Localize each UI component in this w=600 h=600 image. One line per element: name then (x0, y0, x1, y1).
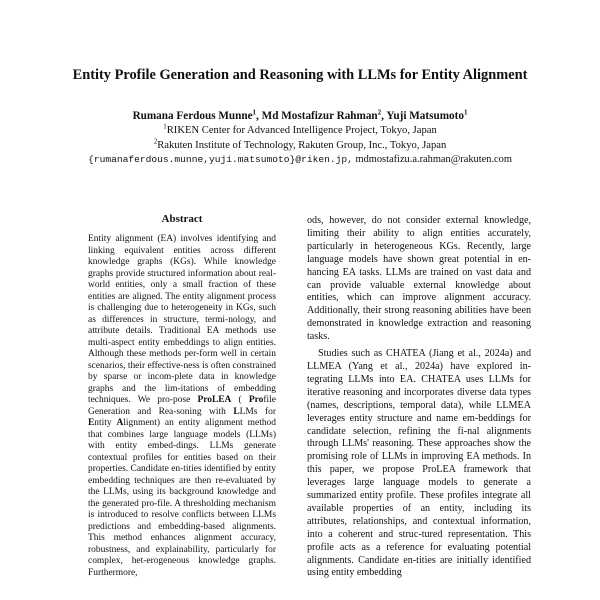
author-name: Rumana Ferdous Munne (132, 110, 253, 122)
acronym-letter: L (233, 406, 240, 417)
author-name: Md Mostafizur Rahman (261, 110, 378, 122)
body-paragraph: ods, however, do not consider external knowledge, limiting their ability to align entities accurately, particularly in heterogeneous KGs. Recently, large language models have shown great potential in en-hancing EA tasks. LLMs are trained on vast data and can provide valuable external knowledge about entities, which can improve alignment accuracy. Additionally, their strong reasoning abilities have been demonstrated in knowledge extraction and reasoning tasks. (307, 215, 531, 343)
author-list (0, 109, 600, 123)
author-separator: , (381, 110, 387, 122)
acronym-letter: A (116, 418, 124, 428)
author-affiliation-mark: 1 (463, 108, 468, 117)
paper-title: Entity Profile Generation and Reasoning with LLMs for Entity Alignment (72, 67, 528, 83)
author-affiliation-mark: 1 (252, 108, 257, 117)
abstract-text: lignment) an entity alignment method that combines large language models (LLMs) with entity embed-dings. LLMs generate contextual profiles for entities based on their properties. Candidate en-tities identified by entity embedding techniques are then re-evaluated by the LLMs, using its background knowledge and the generated pro-file. A thresholding mechanism is introduced to resolve conflicts between LLMs predictions and embedding-based alignments. This method enhances alignment accuracy, robustness, and explainability, particularly for complex, het-erogeneous knowledge graphs. Furthermore, (88, 418, 276, 578)
author-emails (0, 153, 600, 167)
abstract-text: ntity (94, 418, 117, 428)
email-rakuten: mdmostafizu.a.rahman@rakuten.com (352, 154, 512, 165)
acronym-letter: Pro (248, 395, 264, 405)
abstract-text: ( (231, 395, 249, 405)
affiliation (0, 124, 600, 138)
affiliation-text: RIKEN Center for Advanced Intelligence Project, Tokyo, Japan (166, 125, 437, 136)
abstract-text: Entity alignment (EA) involves identifying and linking equivalent entities across different knowledge graphs (KGs). While knowledge graphs provide structured information about real-world entities, only a small fraction of these entities are aligned. The entity alignment process is challenging due to heterogeneity in KGs, such as differences in structure, termi-nology, and attribute details. Traditional EA methods use multi-aspect entity embeddings to align entities. Although these methods per-form well in certain scenarios, their effective-ness is often constrained by sparse or incom-plete data in knowledge graphs and the lim-itations of embedding techniques. We pro-pose (88, 234, 276, 405)
acronym-letter: E (88, 418, 95, 428)
abstract-body (88, 234, 276, 579)
author-separator: , (256, 110, 262, 122)
abstract-text: LMs for (239, 406, 276, 417)
author-name: Yuji Matsumoto (386, 110, 464, 122)
affiliation-mark: 2 (153, 137, 158, 146)
email-riken: {rumanaferdous.munne,yuji.matsumoto}@riken.jp, (88, 154, 353, 165)
abstract-heading: Abstract (161, 213, 203, 225)
author-affiliation-mark: 2 (377, 108, 382, 117)
method-name: ProLEA (197, 395, 232, 405)
body-paragraph: Studies such as CHATEA (Jiang et al., 2024a) and LLMEA (Yang et al., 2024a) have explored in-tegrating LLMs into EA. CHATEA uses LLMs for iterative reasoning and incorporates diverse data types (names, descriptions, temporal data), while LLMEA leverages entity structure and name em-beddings for candidate selection, refining the fi-nal alignments through LLMs' reasoning. These approaches show the promising role of LLMs in improving EA methods. In this paper, we propose ProLEA framework that leverages large language models to generate a summarized entity profile. These profiles integrate all available properties of an entity, including its attributes, relationships, and contextual information, into a coherent and struc-tured representation. This profile acts as a reference for evaluating potential alignments. Candidate en-tities are initially identified using entity embedding (307, 348, 531, 579)
abstract-text: file Generation and Rea-soning with (88, 395, 276, 417)
affiliation-mark: 1 (163, 122, 167, 131)
affiliation-text: Rakuten Institute of Technology, Rakuten Group, Inc., Tokyo, Japan (157, 140, 447, 151)
affiliation (0, 139, 600, 153)
right-column (307, 215, 531, 580)
